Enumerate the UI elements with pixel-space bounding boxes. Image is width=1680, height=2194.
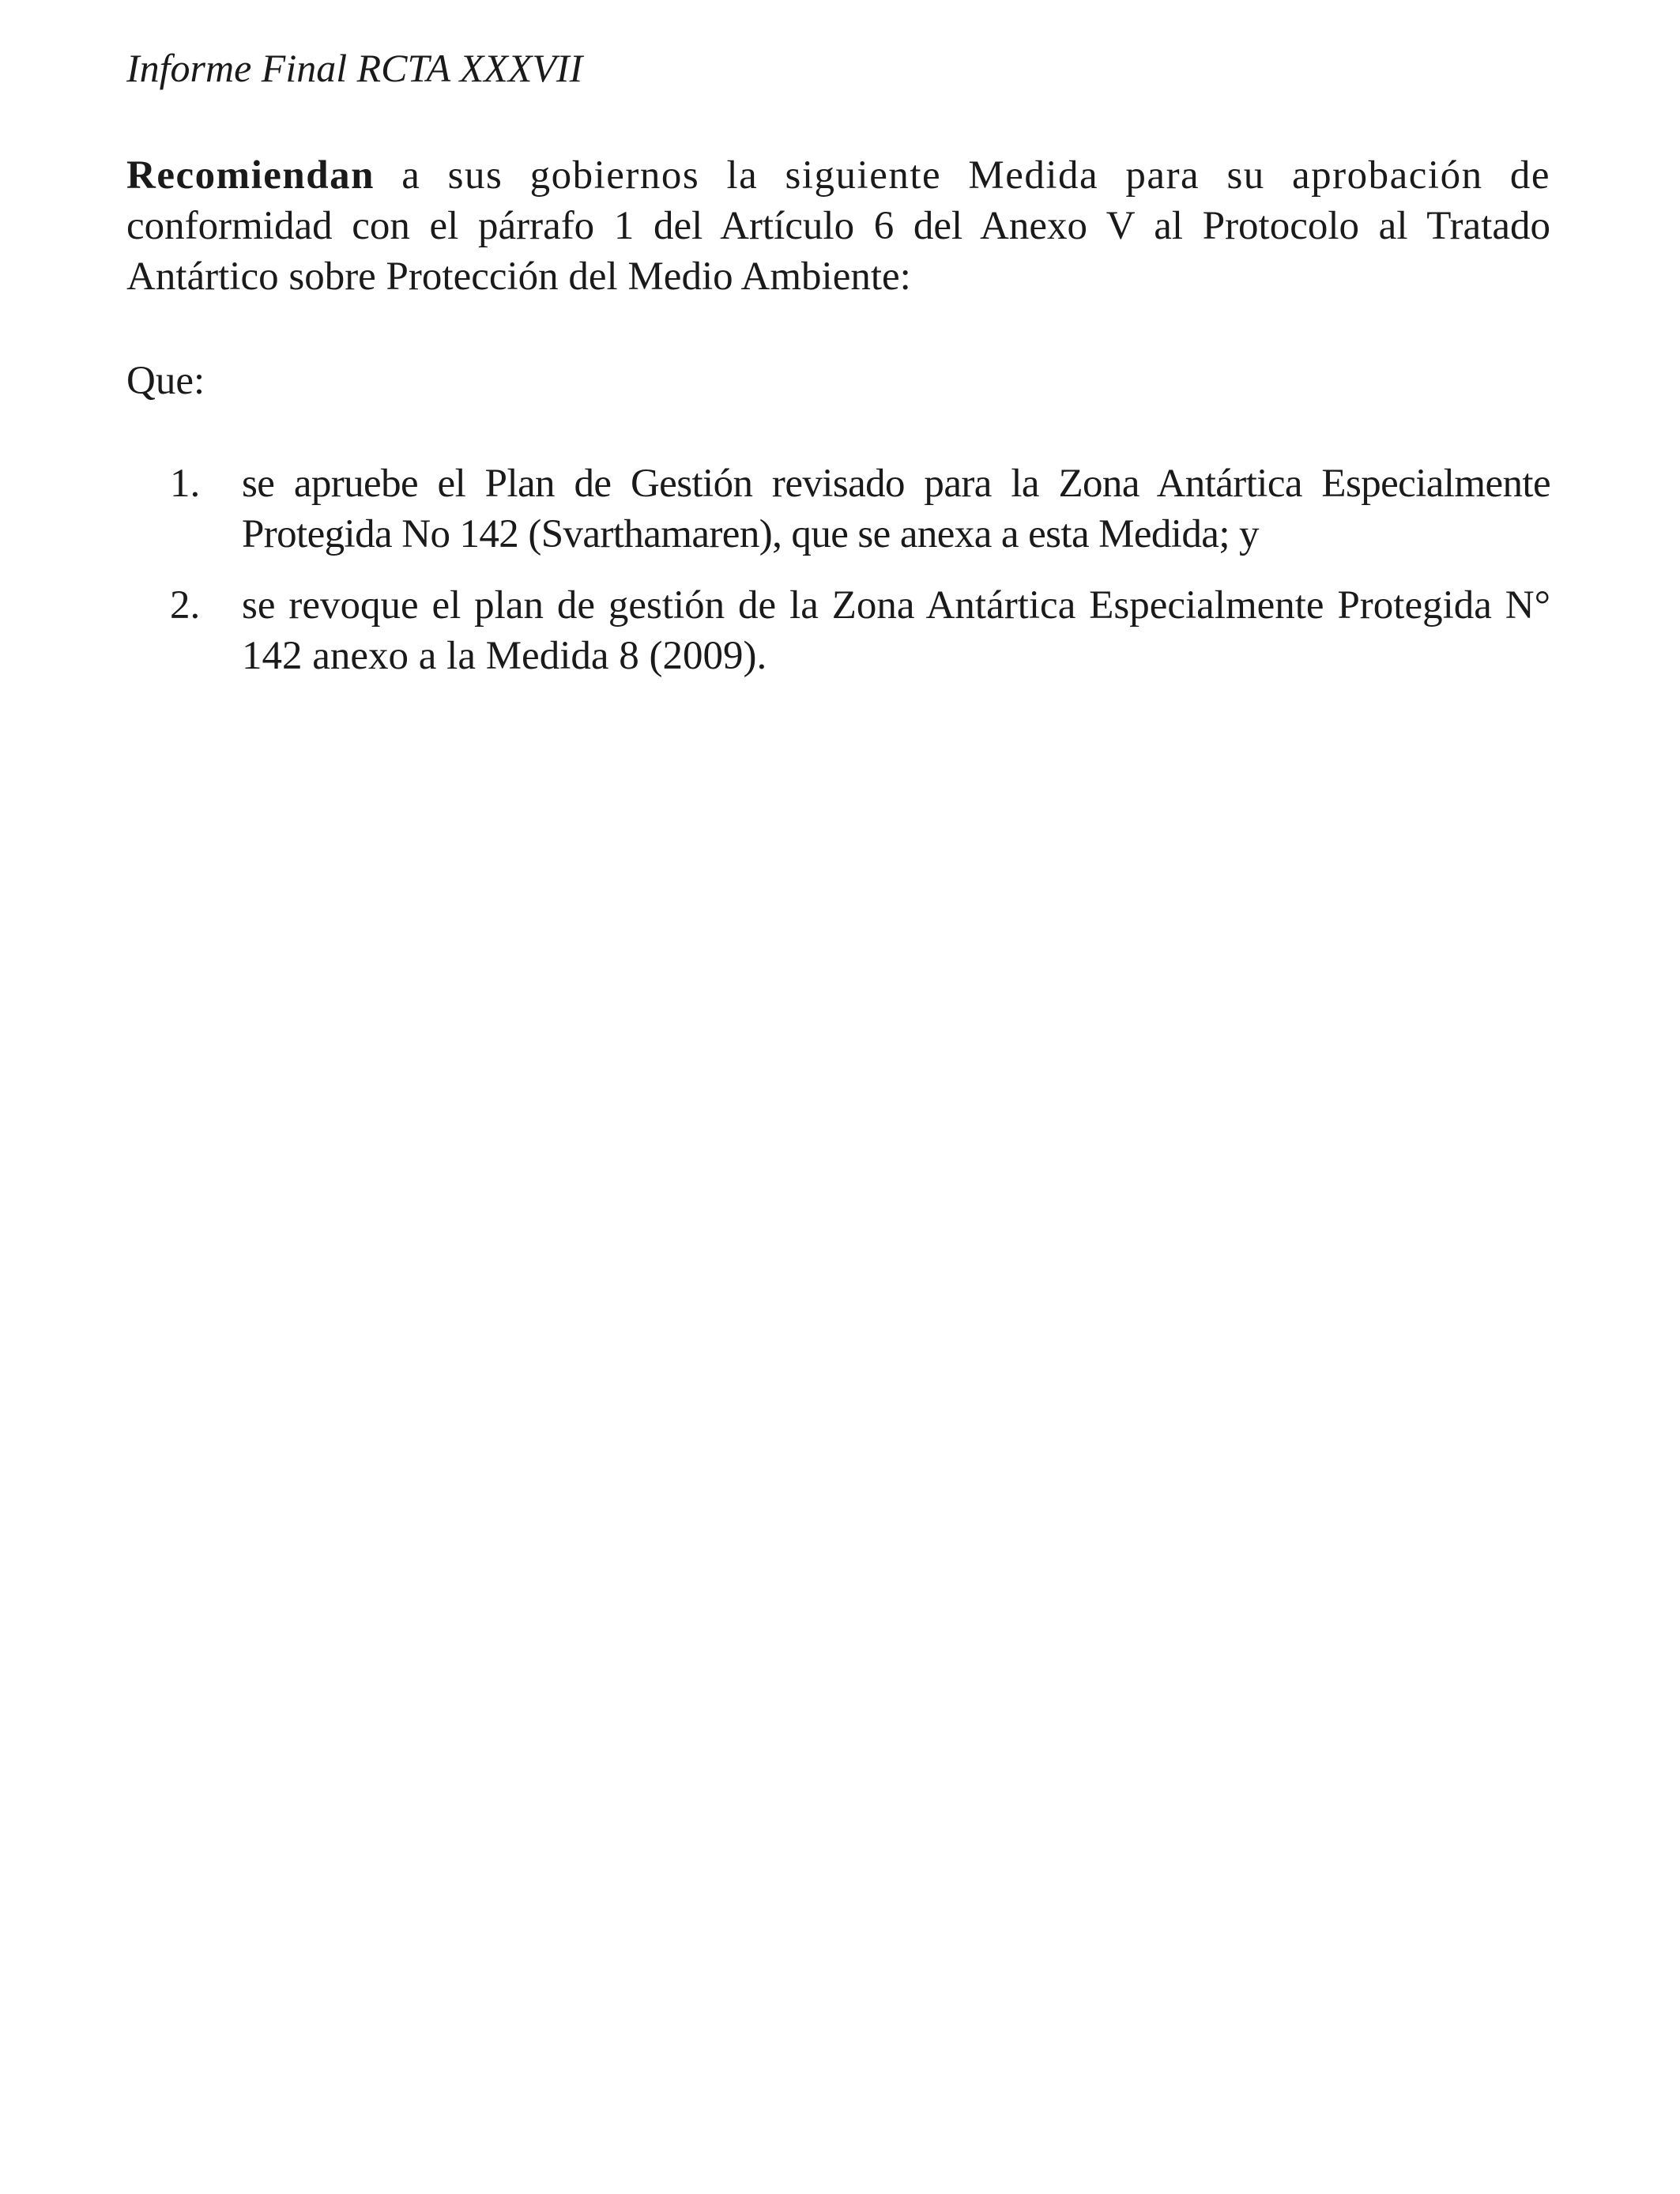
list-item-text: se apruebe el Plan de Gestión revisado para la Zona Antártica Especialmente Protegida No 142 (Svarthamaren), que se anexa a esta Medida; y	[242, 462, 1550, 556]
que-label: Que:	[126, 359, 205, 403]
intro-continuation: conformidad con el párrafo 1 del Artículo 6 del Anexo V al Protocolo al Tratado Antártico sobre Protección del Medio Ambiente:	[126, 204, 1550, 299]
list-item-number: 2.	[170, 583, 201, 628]
running-header: Informe Final RCTA XXXVII	[126, 46, 583, 90]
list-item	[126, 458, 1550, 560]
list-item-text: se revoque el plan de gestión de la Zona Antártica Especialmente Protegida N° 142 anexo a la Medida 8 (2009).	[242, 583, 1550, 678]
resolution-list	[126, 458, 1550, 681]
list-item-number: 1.	[170, 462, 201, 506]
list-item	[126, 580, 1550, 681]
intro-lead-word: Recomiendan	[126, 153, 375, 198]
intro-first-line: a sus gobiernos la siguiente Medida para su aprobación de	[374, 153, 1550, 198]
intro-paragraph	[126, 150, 1550, 302]
